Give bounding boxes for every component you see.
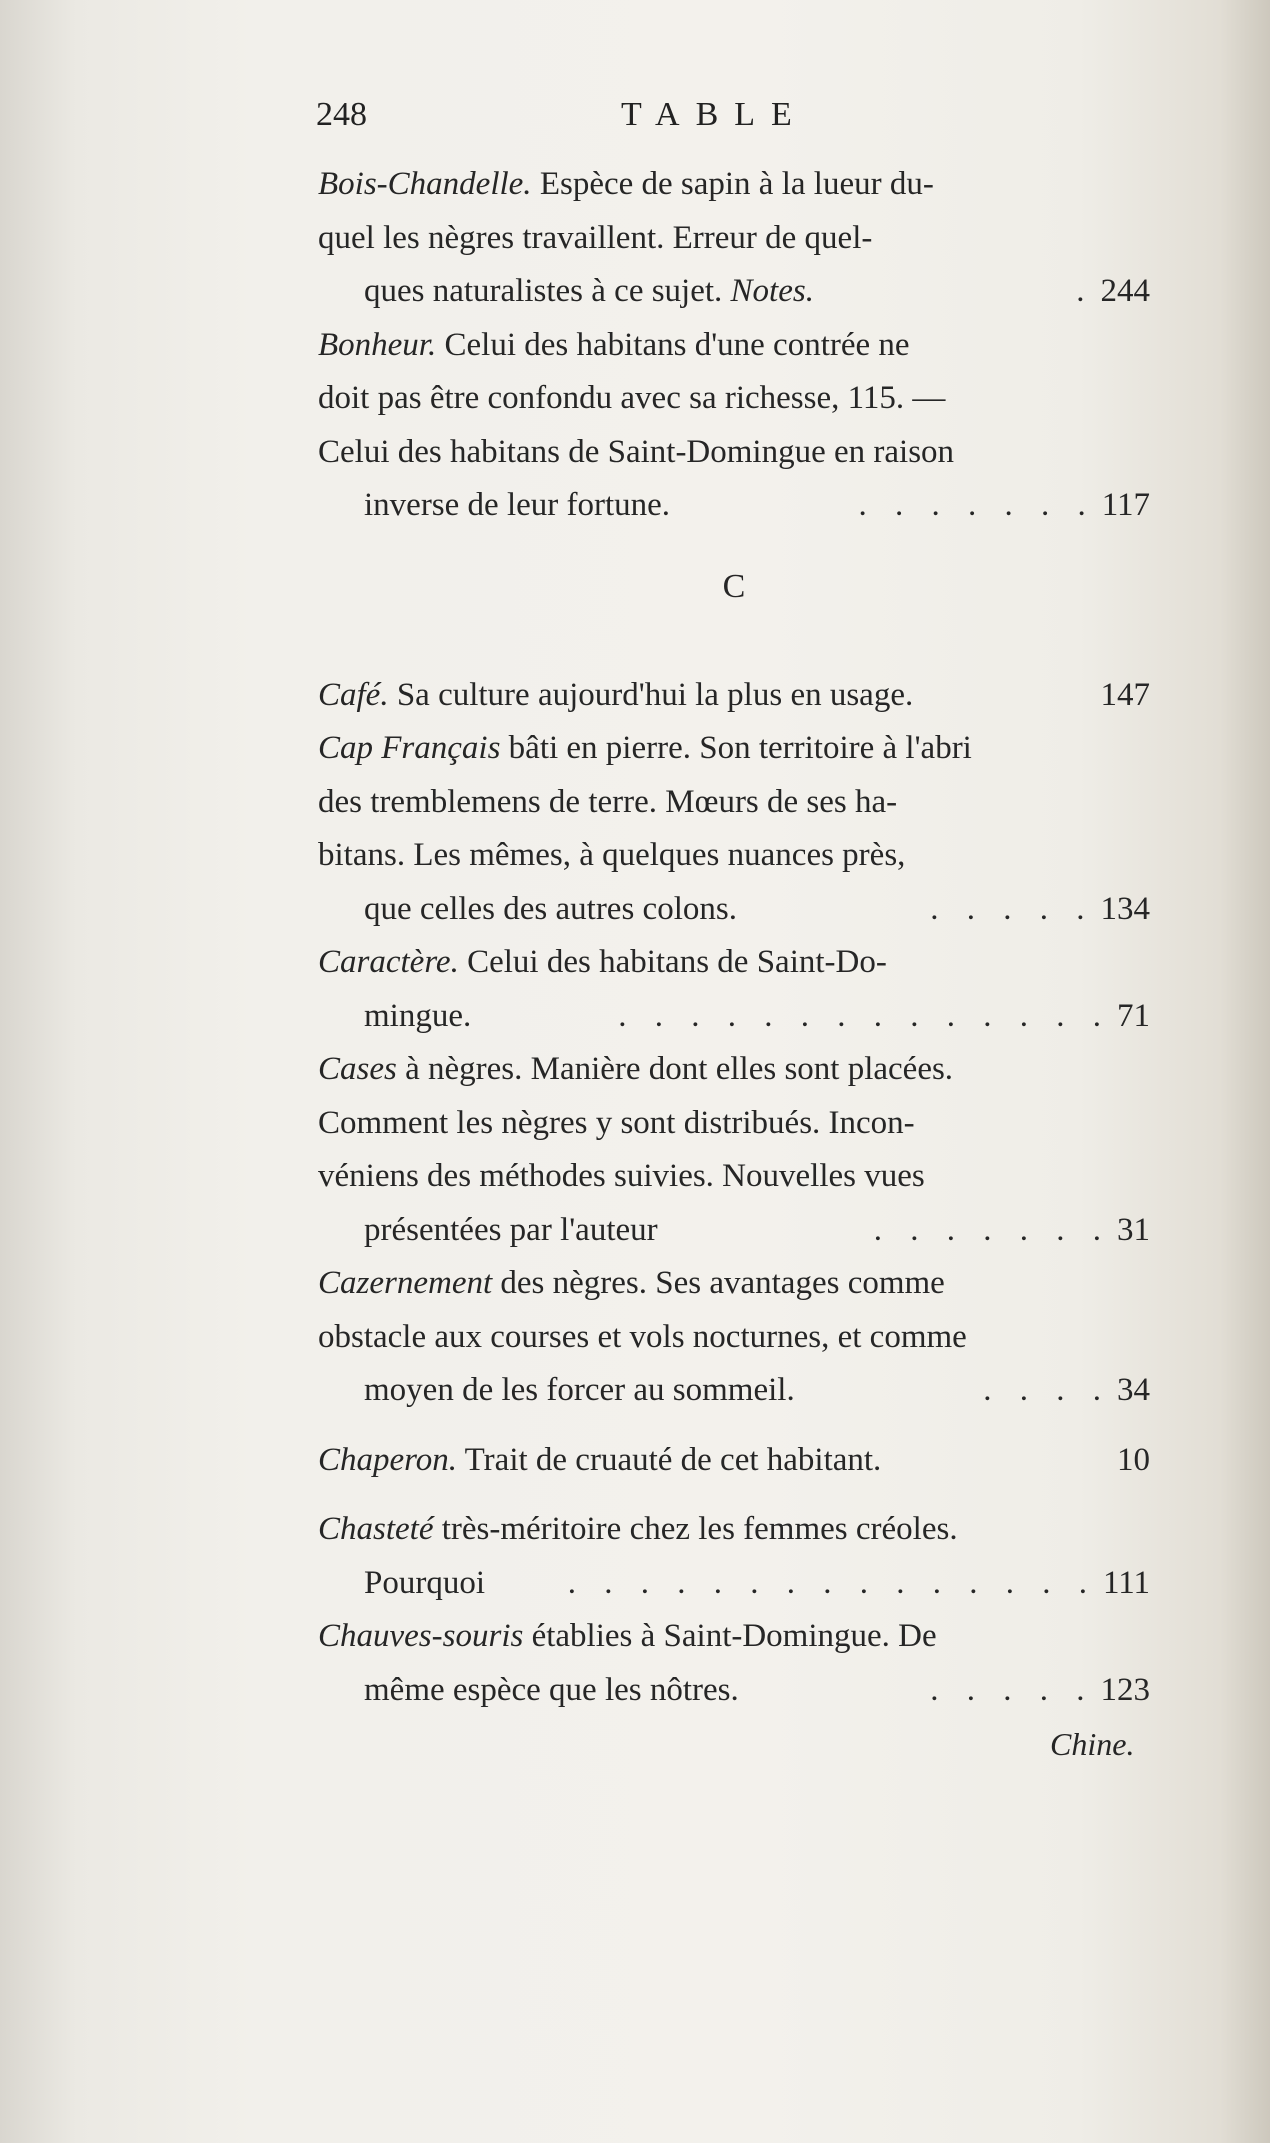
entry-term: Café.	[318, 676, 389, 713]
page-reference: 123	[1100, 1671, 1150, 1708]
dot-leader: . . . . . . . . . . . . . . .	[567, 1564, 1097, 1601]
index-entry	[318, 319, 1150, 533]
entry-text: doit pas être confondu avec sa richesse, 115. —	[318, 380, 946, 416]
index-entry	[318, 1257, 1150, 1418]
page-reference: 10	[1117, 1441, 1150, 1478]
page-header	[316, 96, 1146, 146]
index-entry	[318, 1043, 1150, 1257]
entry-term: Cap Français	[318, 730, 501, 766]
page-reference: 147	[1100, 676, 1150, 713]
index-entry	[318, 1503, 1150, 1610]
dot-leader: . . . . . . .	[858, 487, 1096, 523]
entry-text: bitans. Les mêmes, à quelques nuances près,	[318, 837, 906, 873]
index-content	[318, 158, 1150, 1717]
dot-leader: .	[1076, 273, 1095, 309]
entry-text: Comment les nègres y sont distribués. Incon-	[318, 1104, 915, 1141]
dot-leader: . . . . . . .	[873, 1211, 1111, 1248]
entry-term: Bois-Chandelle.	[318, 166, 532, 202]
entry-text: mingue.	[364, 997, 472, 1034]
index-entry	[318, 722, 1150, 936]
entry-term: Caractère.	[318, 944, 459, 980]
entry-text: des nègres. Ses avantages comme	[492, 1265, 945, 1301]
page-reference: 71	[1117, 997, 1150, 1034]
entry-text: Celui des habitans de Saint-Domingue en raison	[318, 433, 955, 470]
entry-text: Celui des habitans de Saint-Do-	[458, 944, 887, 980]
entry-text: inverse de leur fortune.	[364, 487, 671, 523]
entry-text: très-méritoire chez les femmes créoles.	[433, 1511, 958, 1547]
page-reference: 111	[1102, 1564, 1150, 1601]
page-reference: 134	[1100, 890, 1150, 927]
entry-text: bâti en pierre. Son territoire à l'abri	[500, 730, 972, 766]
entry-text: présentées par l'auteur	[364, 1211, 658, 1248]
index-entry	[318, 1434, 1150, 1488]
section-letter: C	[722, 567, 746, 605]
entry-text: à nègres. Manière dont elles sont placées.	[396, 1051, 954, 1087]
page-number: 248	[316, 96, 367, 133]
entry-term: Chasteté	[318, 1511, 434, 1547]
entry-text: des tremblemens de terre. Mœurs de ses ha-	[318, 783, 898, 820]
index-entry	[318, 669, 1150, 723]
page-reference: 34	[1117, 1372, 1150, 1408]
entry-text: que celles des autres colons.	[364, 890, 737, 927]
index-entry	[318, 158, 1150, 319]
dot-leader: . . . . . . . . . . . . . .	[618, 997, 1111, 1034]
entry-term: Cases	[318, 1051, 397, 1087]
entry-term: Cazernement	[318, 1265, 493, 1301]
index-entry	[318, 1610, 1150, 1717]
entry-text: même espèce que les nôtres.	[364, 1671, 739, 1708]
page-reference: 117	[1101, 487, 1150, 523]
page-reference: 31	[1117, 1211, 1150, 1248]
entry-text: obstacle aux courses et vols nocturnes, et comme	[318, 1318, 967, 1355]
catchword: Chine.	[1050, 1726, 1135, 1762]
entry-text: véniens des méthodes suivies. Nouvelles vues	[318, 1158, 925, 1194]
entry-text: Celui des habitans d'une contrée ne	[436, 326, 910, 363]
entry-text: Sa culture aujourd'hui la plus en usage.	[388, 676, 914, 713]
page-reference: 244	[1100, 273, 1150, 309]
entry-text: Espèce de sapin à la lueur du-	[531, 166, 934, 202]
index-entry	[318, 936, 1150, 1043]
running-head: TABLE	[621, 96, 808, 133]
dot-leader: . . . . .	[930, 1671, 1095, 1708]
entry-text: quel les nègres travaillent. Erreur de quel-	[318, 219, 873, 256]
dot-leader: . . . .	[983, 1372, 1111, 1408]
entry-term: Bonheur.	[318, 326, 437, 363]
entry-text: établies à Saint-Domingue. De	[523, 1618, 937, 1654]
entry-term: Chauves-souris	[318, 1618, 524, 1654]
entry-text: Trait de cruauté de cet habitant.	[457, 1441, 882, 1478]
entry-text: moyen de les forcer au sommeil.	[364, 1372, 795, 1408]
entry-text: ques naturalistes à ce sujet.	[364, 273, 731, 309]
entry-term: Chaperon.	[318, 1441, 458, 1478]
entry-text: Pourquoi	[364, 1564, 486, 1601]
entry-italic-text: Notes.	[730, 273, 814, 309]
dot-leader: . . . . .	[930, 890, 1095, 927]
